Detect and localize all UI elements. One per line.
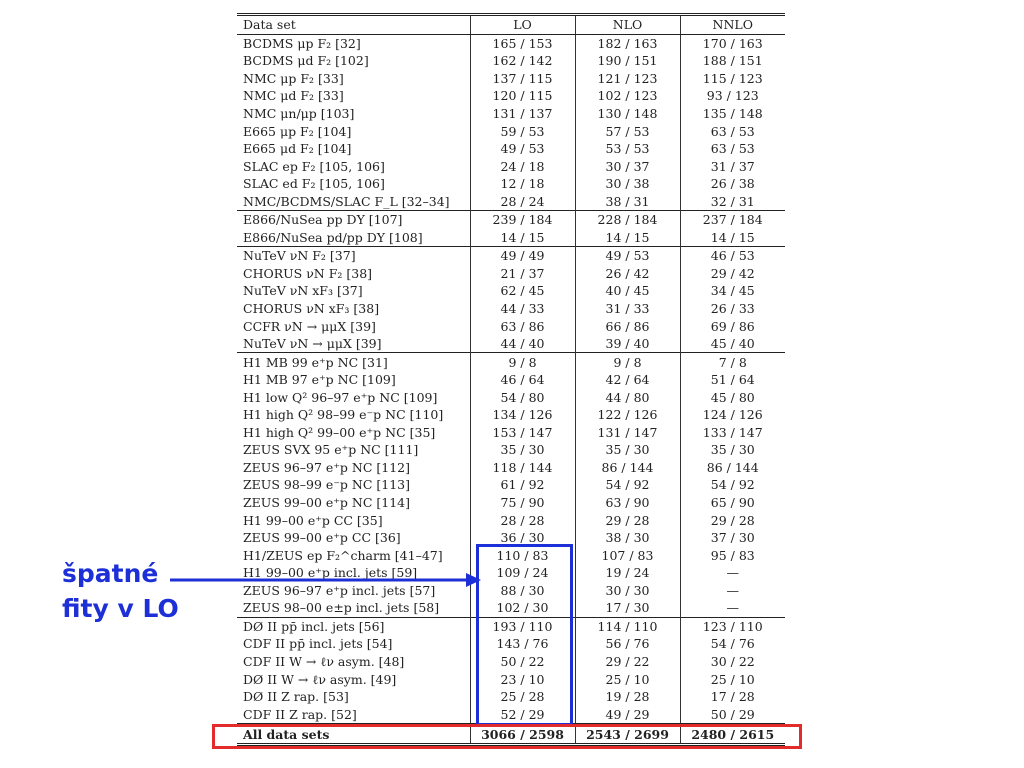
nnlo-cell: 135 / 148 [680,105,785,123]
callout-line-1: špatné [62,559,159,588]
lo-cell: 193 / 110 [470,617,575,635]
data-set-cell: ZEUS 98–00 e±p incl. jets [58] [243,600,440,616]
nnlo-cell: 51 / 64 [680,371,785,389]
data-set-cell: ZEUS 96–97 e⁺p incl. jets [57] [243,582,436,598]
nlo-cell: 40 / 45 [575,282,680,300]
nnlo-cell: 170 / 163 [680,34,785,52]
nlo-cell: 35 / 30 [575,441,680,459]
nnlo-cell: 188 / 151 [680,52,785,70]
nlo-cell: 54 / 92 [575,476,680,494]
total-nlo-cell: 2543 / 2699 [575,724,680,745]
nlo-cell: 31 / 33 [575,300,680,318]
lo-cell: 23 / 10 [470,670,575,688]
nlo-cell: 30 / 30 [575,582,680,600]
table-row [237,476,785,494]
data-set-cell: E665 μd F₂ [104] [243,141,352,157]
table-row [237,406,785,424]
data-set-cell: NuTeV νN xF₃ [37] [243,283,363,299]
nlo-cell: 44 / 80 [575,388,680,406]
nnlo-cell: — [680,582,785,600]
data-set-cell: H1 low Q² 96–97 e⁺p NC [109] [243,389,438,405]
data-set-cell: H1 high Q² 99–00 e⁺p NC [35] [243,424,436,440]
nlo-cell: 122 / 126 [575,406,680,424]
lo-cell: 102 / 30 [470,599,575,617]
lo-cell: 239 / 184 [470,211,575,229]
lo-cell: 14 / 15 [470,229,575,247]
nnlo-cell: 93 / 123 [680,87,785,105]
lo-cell: 165 / 153 [470,34,575,52]
nnlo-cell: 133 / 147 [680,424,785,442]
nnlo-cell: 29 / 28 [680,511,785,529]
lo-cell: 59 / 53 [470,122,575,140]
nlo-cell: 130 / 148 [575,105,680,123]
nlo-cell: 86 / 144 [575,459,680,477]
table-row [237,317,785,335]
nnlo-cell: — [680,599,785,617]
lo-cell: 110 / 83 [470,546,575,564]
nlo-cell: 107 / 83 [575,546,680,564]
nlo-cell: 182 / 163 [575,34,680,52]
data-set-cell: NMC μd F₂ [33] [243,88,344,104]
data-set-cell: CCFR νN → μμX [39] [243,318,376,334]
nnlo-cell: 86 / 144 [680,459,785,477]
nlo-cell: 30 / 38 [575,175,680,193]
nlo-cell: 57 / 53 [575,122,680,140]
table-row [237,192,785,210]
lo-cell: 36 / 30 [470,529,575,547]
nlo-cell: 190 / 151 [575,52,680,70]
nlo-cell: 30 / 37 [575,157,680,175]
lo-cell: 109 / 24 [470,564,575,582]
nnlo-cell: 45 / 80 [680,388,785,406]
lo-cell: 75 / 90 [470,494,575,512]
data-set-cell: ZEUS 99–00 e⁺p CC [36] [243,530,401,546]
nnlo-cell: 31 / 37 [680,157,785,175]
data-set-cell: DØ II W → ℓν asym. [49] [243,671,397,687]
table-row [237,229,785,247]
data-set-cell: NuTeV νN F₂ [37] [237,247,470,265]
lo-cell: 143 / 76 [470,635,575,653]
lo-cell: 131 / 137 [470,105,575,123]
data-set-cell: BCDMS μp F₂ [32] [243,35,361,51]
table-row [237,175,785,193]
data-set-cell: DØ II pp̄ incl. jets [56] [237,617,470,635]
lo-cell: 25 / 28 [470,688,575,706]
nnlo-cell: 123 / 110 [680,617,785,635]
table-row [237,441,785,459]
nlo-cell: 39 / 40 [575,335,680,353]
lo-cell: 49 / 49 [470,247,575,265]
lo-cell: 153 / 147 [470,424,575,442]
nlo-cell: 53 / 53 [575,140,680,158]
nnlo-cell: 7 / 8 [680,353,785,371]
total-row-highlight-box [212,724,802,749]
data-set-cell: CHORUS νN F₂ [38] [243,265,373,281]
lo-cell: 21 / 37 [470,265,575,283]
table-row [237,265,785,283]
lo-cell: 44 / 33 [470,300,575,318]
nnlo-cell: 14 / 15 [680,229,785,247]
data-set-cell: ZEUS 99–00 e⁺p NC [114] [243,495,410,511]
nnlo-cell: 54 / 76 [680,635,785,653]
data-set-cell: NMC μn/μp [103] [243,106,355,121]
total-nnlo-cell: 2480 / 2615 [680,724,785,745]
header-data-set: Data set [237,15,470,35]
lo-cell: 61 / 92 [470,476,575,494]
callout-line-2: fity v LO [62,594,179,623]
data-set-cell: H1/ZEUS ep F₂^charm [41–47] [243,547,443,563]
nnlo-cell: 237 / 184 [680,211,785,229]
bad-lo-fits-highlight-box [476,544,573,726]
table-row [237,105,785,123]
data-set-cell: E866/NuSea pd/pp DY [108] [243,229,423,245]
table-row [237,424,785,442]
nlo-cell: 49 / 53 [575,247,680,265]
total-lo-cell: 3066 / 2598 [470,724,575,745]
data-set-cell: BCDMS μd F₂ [102] [243,53,369,69]
nnlo-cell: 37 / 30 [680,529,785,547]
lo-cell: 54 / 80 [470,388,575,406]
nnlo-cell: 26 / 33 [680,300,785,318]
nnlo-cell: 54 / 92 [680,476,785,494]
lo-cell: 63 / 86 [470,317,575,335]
table-row [237,34,785,52]
nlo-cell: 25 / 10 [575,670,680,688]
table-row [237,371,785,389]
lo-cell: 120 / 115 [470,87,575,105]
table-row [237,140,785,158]
table-row [237,211,785,229]
nlo-cell: 17 / 30 [575,599,680,617]
nnlo-cell: 45 / 40 [680,335,785,353]
nnlo-cell: 30 / 22 [680,653,785,671]
nlo-cell: 26 / 42 [575,265,680,283]
nlo-cell: 42 / 64 [575,371,680,389]
nnlo-cell: — [680,564,785,582]
lo-cell: 88 / 30 [470,582,575,600]
data-set-cell: DØ II Z rap. [53] [243,689,349,705]
table-row [237,388,785,406]
header-lo: LO [470,15,575,35]
nlo-cell: 19 / 24 [575,564,680,582]
table-row [237,70,785,88]
lo-cell: 118 / 144 [470,459,575,477]
nlo-cell: 29 / 22 [575,653,680,671]
lo-cell: 52 / 29 [470,705,575,724]
data-set-cell: H1 high Q² 98–99 e⁻p NC [110] [243,407,444,423]
nlo-cell: 9 / 8 [575,353,680,371]
nlo-cell: 19 / 28 [575,688,680,706]
nnlo-cell: 26 / 38 [680,175,785,193]
lo-cell: 9 / 8 [470,353,575,371]
nnlo-cell: 32 / 31 [680,192,785,210]
table-row [237,157,785,175]
lo-cell: 137 / 115 [470,70,575,88]
data-set-cell: ZEUS 96–97 e⁺p NC [112] [243,459,410,475]
table-row [237,247,785,265]
nlo-cell: 38 / 30 [575,529,680,547]
data-set-cell: SLAC ep F₂ [105, 106] [243,158,385,174]
table-row [237,300,785,318]
data-set-cell: NMC/BCDMS/SLAC F_L [32–34] [243,193,450,209]
total-data-set-cell: All data sets [237,724,470,745]
header-nlo: NLO [575,15,680,35]
table-row [237,459,785,477]
data-set-cell: H1 99–00 e⁺p CC [35] [243,512,383,528]
data-set-cell: ZEUS SVX 95 e⁺p NC [111] [243,442,419,458]
callout-arrow-icon [170,570,482,590]
nlo-cell: 49 / 29 [575,705,680,724]
nlo-cell: 114 / 110 [575,617,680,635]
lo-cell: 24 / 18 [470,157,575,175]
data-set-cell: E866/NuSea pp DY [107] [237,211,470,229]
table-header-row [237,15,785,35]
data-set-cell: CDF II pp̄ incl. jets [54] [243,636,393,652]
nnlo-cell: 95 / 83 [680,546,785,564]
nlo-cell: 56 / 76 [575,635,680,653]
data-set-cell: ZEUS 98–99 e⁻p NC [113] [243,477,410,493]
lo-cell: 50 / 22 [470,653,575,671]
nlo-cell: 102 / 123 [575,87,680,105]
table-row [237,122,785,140]
lo-cell: 162 / 142 [470,52,575,70]
table-row [237,511,785,529]
lo-cell: 12 / 18 [470,175,575,193]
nnlo-cell: 115 / 123 [680,70,785,88]
nnlo-cell: 65 / 90 [680,494,785,512]
data-set-cell: H1 99–00 e⁺p incl. jets [59] [243,565,418,581]
nnlo-cell: 69 / 86 [680,317,785,335]
nnlo-cell: 50 / 29 [680,705,785,724]
data-set-cell: CDF II W → ℓν asym. [48] [243,653,405,669]
table-row [237,52,785,70]
data-set-cell: NMC μp F₂ [33] [243,70,344,86]
nlo-cell: 63 / 90 [575,494,680,512]
lo-cell: 49 / 53 [470,140,575,158]
nlo-cell: 14 / 15 [575,229,680,247]
callout-label [62,556,179,626]
data-set-cell: E665 μp F₂ [104] [243,123,352,139]
nnlo-cell: 63 / 53 [680,122,785,140]
nnlo-cell: 17 / 28 [680,688,785,706]
data-set-cell: CDF II Z rap. [52] [243,706,357,722]
table-row [237,494,785,512]
table-row [237,87,785,105]
nnlo-cell: 34 / 45 [680,282,785,300]
lo-cell: 62 / 45 [470,282,575,300]
nnlo-cell: 35 / 30 [680,441,785,459]
data-set-cell: H1 MB 99 e⁺p NC [31] [237,353,470,371]
nlo-cell: 29 / 28 [575,511,680,529]
lo-cell: 28 / 24 [470,192,575,210]
nnlo-cell: 63 / 53 [680,140,785,158]
lo-cell: 134 / 126 [470,406,575,424]
nnlo-cell: 46 / 53 [680,247,785,265]
data-set-cell: NuTeV νN → μμX [39] [243,336,382,352]
data-set-cell: H1 MB 97 e⁺p NC [109] [243,372,396,388]
nlo-cell: 228 / 184 [575,211,680,229]
nlo-cell: 131 / 147 [575,424,680,442]
nlo-cell: 38 / 31 [575,192,680,210]
table-row [237,282,785,300]
table-row [237,353,785,371]
nlo-cell: 66 / 86 [575,317,680,335]
header-nnlo: NNLO [680,15,785,35]
nnlo-cell: 25 / 10 [680,670,785,688]
nnlo-cell: 124 / 126 [680,406,785,424]
lo-cell: 35 / 30 [470,441,575,459]
data-set-cell: CHORUS νN xF₃ [38] [243,301,380,317]
nlo-cell: 121 / 123 [575,70,680,88]
table-row [237,335,785,353]
lo-cell: 44 / 40 [470,335,575,353]
nnlo-cell: 29 / 42 [680,265,785,283]
data-set-cell: SLAC ed F₂ [105, 106] [243,176,385,192]
lo-cell: 46 / 64 [470,371,575,389]
lo-cell: 28 / 28 [470,511,575,529]
